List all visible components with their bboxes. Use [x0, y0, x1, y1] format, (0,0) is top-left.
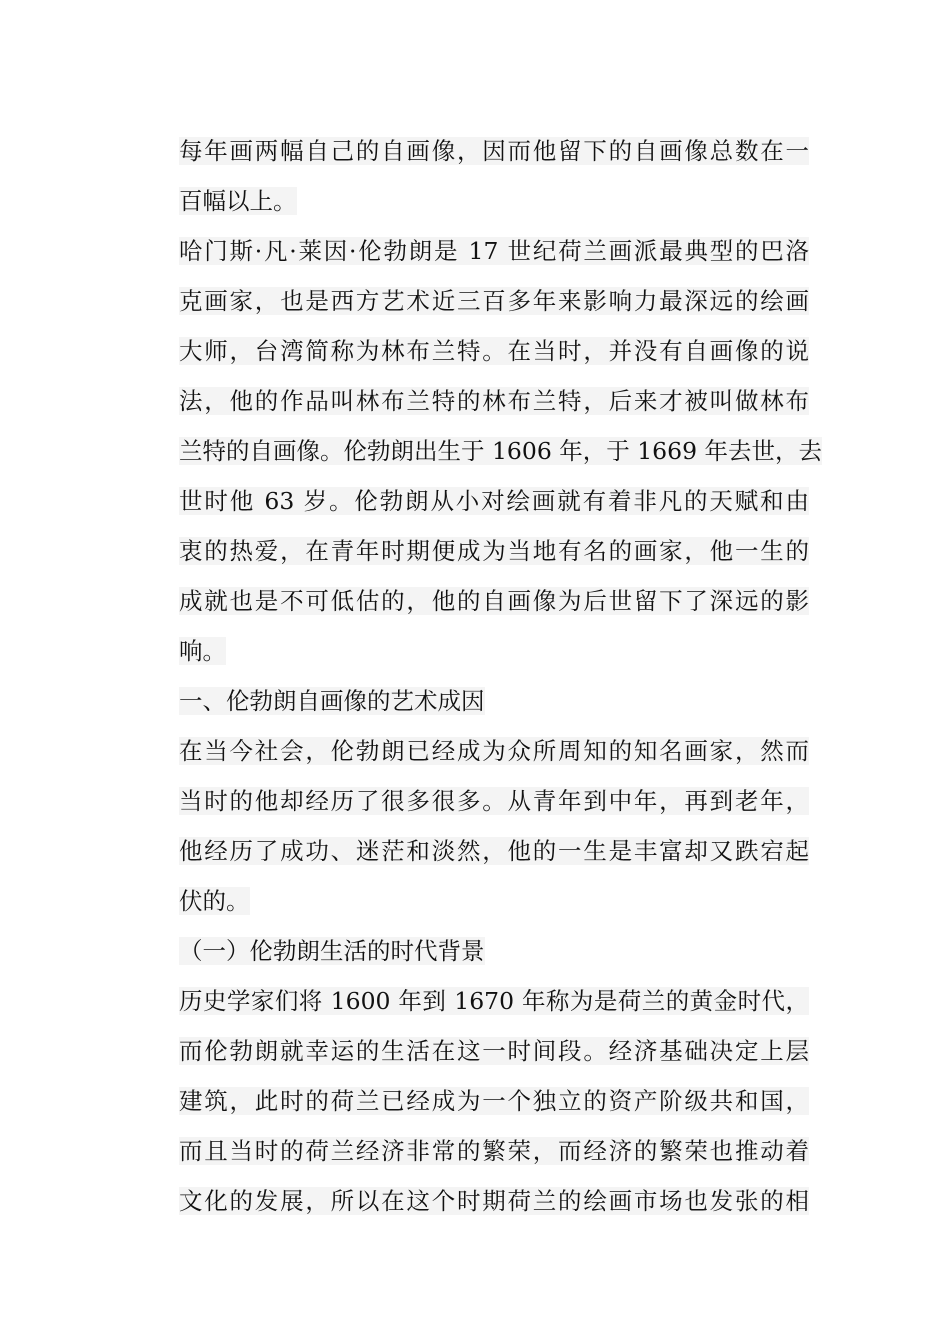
- text-run: 克画家，也是西方艺术近三百多年来影响力最深远的绘画: [179, 287, 809, 315]
- text-line: [179, 626, 809, 676]
- text-run: 法，他的作品叫林布兰特的林布兰特，后来才被叫做林布: [179, 387, 809, 415]
- heading-text: 一、伦勃朗自画像的艺术成因: [179, 687, 485, 715]
- text-line: [179, 376, 809, 426]
- text-line: [179, 226, 809, 276]
- text-line: [179, 276, 809, 326]
- text-run: 而伦勃朗就幸运的生活在这一时间段。经济基础决定上层: [179, 1037, 809, 1065]
- text-line: [179, 526, 809, 576]
- text-line: [179, 726, 809, 776]
- text-run: 在当今社会，伦勃朗已经成为众所周知的知名画家，然而: [179, 737, 809, 765]
- text-run: 响。: [179, 637, 226, 665]
- text-run: 兰特的自画像。伦勃朗出生于 1606 年，于 1669 年去世，去: [179, 437, 822, 465]
- text-run: 每年画两幅自己的自画像，因而他留下的自画像总数在一: [179, 137, 809, 165]
- text-run: 伏的。: [179, 887, 250, 915]
- text-run: 文化的发展，所以在这个时期荷兰的绘画市场也发张的相: [179, 1187, 809, 1215]
- text-run: 世时他 63 岁。伦勃朗从小对绘画就有着非凡的天赋和由: [179, 487, 809, 515]
- text-line: [179, 826, 809, 876]
- text-line: [179, 126, 809, 176]
- text-line: [179, 1176, 809, 1226]
- text-line: [179, 176, 809, 226]
- text-run: 当时的他却经历了很多很多。从青年到中年，再到老年，: [179, 787, 809, 815]
- section-heading: [179, 676, 809, 726]
- text-run: 他经历了成功、迷茫和淡然，他的一生是丰富却又跌宕起: [179, 837, 809, 865]
- text-line: [179, 426, 822, 476]
- subsection-heading: [179, 926, 809, 976]
- text-run: 百幅以上。: [179, 187, 297, 215]
- text-line: [179, 1026, 809, 1076]
- text-line: [179, 876, 809, 926]
- text-line: [179, 476, 809, 526]
- text-line: [179, 326, 809, 376]
- text-line: [179, 1126, 809, 1176]
- text-run: 历史学家们将 1600 年到 1670 年称为是荷兰的黄金时代，: [179, 987, 809, 1015]
- text-line: [179, 776, 809, 826]
- heading-text: （一）伦勃朗生活的时代背景: [179, 937, 485, 965]
- text-run: 哈门斯·凡·莱因·伦勃朗是 17 世纪荷兰画派最典型的巴洛: [179, 237, 809, 265]
- document-body: [179, 126, 822, 1226]
- text-run: 衷的热爱，在青年时期便成为当地有名的画家，他一生的: [179, 537, 809, 565]
- text-run: 大师，台湾简称为林布兰特。在当时，并没有自画像的说: [179, 337, 809, 365]
- text-line: [179, 1076, 809, 1126]
- text-line: [179, 976, 809, 1026]
- text-run: 建筑，此时的荷兰已经成为一个独立的资产阶级共和国，: [179, 1087, 809, 1115]
- text-line: [179, 576, 809, 626]
- text-run: 成就也是不可低估的，他的自画像为后世留下了深远的影: [179, 587, 809, 615]
- text-run: 而且当时的荷兰经济非常的繁荣，而经济的繁荣也推动着: [179, 1137, 809, 1165]
